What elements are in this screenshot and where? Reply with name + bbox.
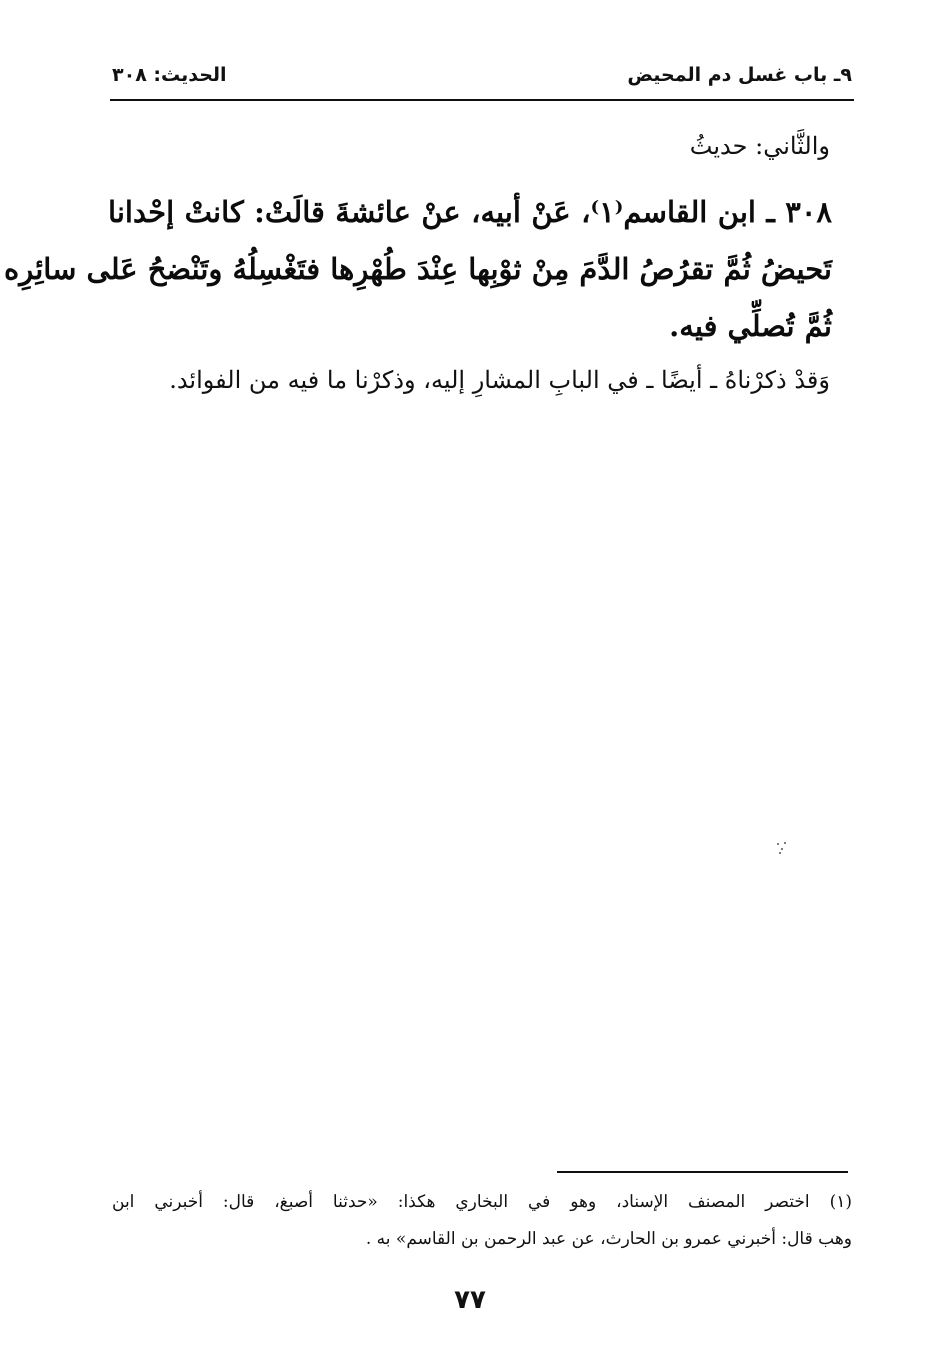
- commentary-line: وَقدْ ذكرْناهُ ـ أيضًا ـ في البابِ المشارِ إليه، وذكرْنا ما فيه من الفوائد.: [169, 366, 830, 394]
- footnote: [112, 1184, 852, 1258]
- page-number: ٧٧: [454, 1285, 486, 1315]
- hadith-line-1: ٣٠٨ ـ ابن القاسم⁽١⁾، عَنْ أبيه، عنْ عائشةَ قالَتْ: كانتْ إحْدانا: [108, 195, 833, 229]
- running-header: [112, 64, 852, 96]
- hadith-line-3: ثُمَّ تُصلِّي فيه.: [669, 309, 832, 343]
- footnote-line-2: وهب قال: أخبرني عمرو بن الحارث، عن عبد الرحمن بن القاسم» به .: [365, 1229, 852, 1249]
- hadith-text: [4, 184, 833, 355]
- hadith-reference: الحديث: ٣٠٨: [112, 64, 227, 86]
- intro-line: والثَّاني: حديثُ: [689, 132, 830, 160]
- chapter-title: ٩ـ باب غسل دم المحيض: [627, 64, 852, 86]
- header-divider: [110, 99, 854, 101]
- hadith-line-2: تَحيضُ ثُمَّ تقرُصُ الدَّمَ مِنْ ثوْبِها عِنْدَ طُهْرِها فتَغْسِلُهُ وتَنْضحُ عَلى سائِرِه: [4, 252, 832, 286]
- footnote-divider: [557, 1171, 848, 1173]
- scan-speck: [775, 840, 787, 856]
- footnote-line-1: (١) اختصر المصنف الإسناد، وهو في البخاري هكذا: «حدثنا أصبغ، قال: أخبرني ابن: [112, 1192, 852, 1212]
